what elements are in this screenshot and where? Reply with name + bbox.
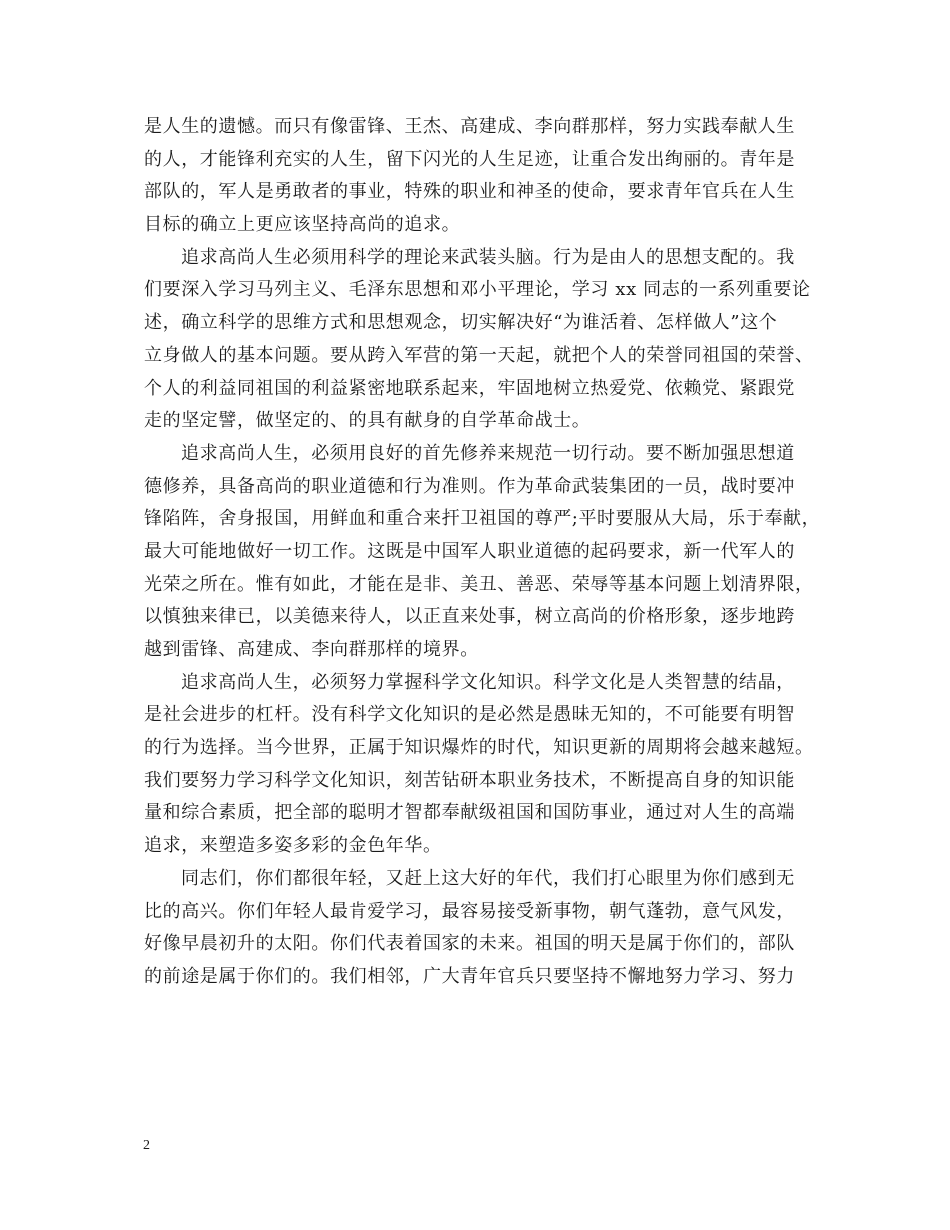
text-line: 是社会进步的杠杆。没有科学文化知识的是必然是愚昧无知的，不可能要有明智 — [144, 704, 795, 726]
text-line: 部队的，军人是勇敢者的事业，特殊的职业和神圣的使命，要求青年官兵在人生 — [144, 181, 795, 203]
text-line: 目标的确立上更应该坚持高尚的追求。 — [144, 214, 461, 236]
text-line: 立身做人的基本问题。要从跨入军营的第一天起，就把个人的荣誉同祖国的荣誉、 — [144, 344, 814, 366]
text-line: 个人的利益同祖国的利益紧密地联系起来，牢固地树立热爱党、依赖党、紧跟党 — [144, 377, 795, 399]
text-line: 比的高兴。你们年轻人最肯爱学习，最容易接受新事物，朝气蓬勃，意气风发， — [144, 900, 795, 922]
text-line: 追求，来塑造多姿多彩的金色年华。 — [144, 835, 442, 857]
text-line: 的前途是属于你们的。我们相邻，广大青年官兵只要坚持不懈地努力学习、努力 — [144, 965, 795, 987]
text-line: 我们要努力学习科学文化知识，刻苦钻研本职业务技术，不断提高自身的知识能 — [144, 769, 795, 791]
text-line: 走的坚定譬，做坚定的、的具有献身的自学革命战士。 — [144, 410, 591, 432]
text-line: 越到雷锋、高建成、李向群那样的境界。 — [144, 639, 479, 660]
page-number: 2 — [143, 1138, 150, 1153]
text-line: 们要深入学习马列主义、毛泽东思想和邓小平理论，学习 xx 同志的一系列重要论 — [144, 279, 811, 301]
text-line: 是人生的遗憾。而只有像雷锋、王杰、高建成、李向群那样，努力实践奉献人生 — [144, 116, 795, 137]
text-line: 的人，才能锋利充实的人生，留下闪光的人生足迹，让重合发出绚丽的。青年是 — [144, 148, 795, 170]
paragraph-first-line: 同志们，你们都很年轻，又赶上这大好的年代，我们打心眼里为你们感到无 — [181, 867, 795, 889]
paragraph-first-line: 追求高尚人生，必须用良好的首先修养来规范一切行动。要不断加强思想道 — [181, 442, 795, 464]
text-line: 光荣之所在。惟有如此，才能在是非、美丑、善恶、荣辱等基本问题上划清界限， — [144, 573, 814, 595]
paragraph-first-line: 追求高尚人生必须用科学的理论来武装头脑。行为是由人的思想支配的。我 — [181, 246, 795, 268]
text-line: 德修养，具备高尚的职业道德和行为准则。作为革命武装集团的一员，战时要冲 — [144, 475, 795, 497]
text-line: 最大可能地做好一切工作。这既是中国军人职业道德的起码要求，新一代军人的 — [144, 540, 795, 562]
text-line: 锋陷阵，舍身报国，用鲜血和重合来扞卫祖国的尊严;平时要服从大局，乐于奉献， — [144, 508, 821, 530]
text-line: 量和综合素质，把全部的聪明才智都奉献级祖国和国防事业，通过对人生的高端 — [144, 802, 795, 824]
paragraph-first-line: 追求高尚人生，必须努力掌握科学文化知识。科学文化是人类智慧的结晶， — [181, 671, 795, 693]
text-line: 述，确立科学的思维方式和思想观念，切实解决好“为谁活着、怎样做人”这个 — [144, 312, 778, 334]
text-line: 好像早晨初升的太阳。你们代表着国家的未来。祖国的明天是属于你们的，部队 — [144, 933, 795, 955]
document-body — [144, 111, 821, 994]
text-line: 以慎独来律已，以美德来待人，以正直来处事，树立高尚的价格形象，逐步地跨 — [144, 606, 795, 628]
text-line: 的行为选择。当今世界，正属于知识爆炸的时代，知识更新的周期将会越来越短。 — [144, 737, 814, 759]
